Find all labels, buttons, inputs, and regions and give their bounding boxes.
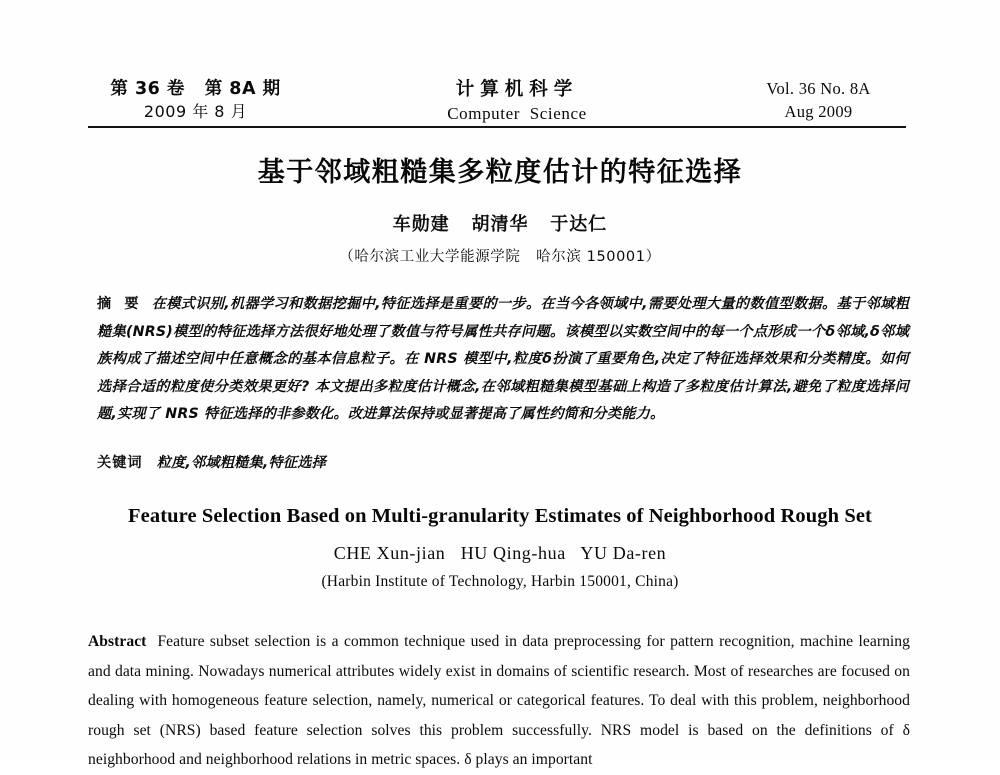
journal-name-cn: 计算机科学 — [455, 79, 579, 100]
journal-masthead — [88, 78, 906, 124]
abstract-body-cn: 在模式识别,机器学习和数据挖掘中,特征选择是重要的一步。在当今各领域中,需要处理大量的数值型数据。基于邻域粗糙集(NRS)模型的特征选择方法很好地处理了数值与符号属性共存问题。该模型以实数空间中的每一个点形成一个δ邻域,δ邻域族构成了描述空间中任意概念的基本信息粒子。在 NRS 模型中,粒度δ扮演了重要角色,决定了特征选择效果和分类精度。如何选择合适的粒度使分类效果更好? 本文提出多粒度估计概念,在邻域粗糙集模型基础上构造了多粒度估计算法,避免了粒度选择问题,实现了 NRS 特征选择的非参数化。改进算法保持或显著提高了属性约简和分类能力。 — [97, 296, 909, 422]
abstract-label-cn: 摘 要 — [97, 296, 143, 312]
abstract-en — [88, 627, 910, 775]
abstract-cn — [97, 291, 909, 429]
masthead-divider-rule — [88, 126, 906, 128]
abstract-body-en: Feature subset selection is a common technique used in data preprocessing for pattern recognition, machine learning and data mining. Nowadays numerical attributes widely exist in domains of scientific research. Most of researches are focused on dealing with homogeneous feature selection, namely, numerical or categorical features. To deal with this problem, neighborhood rough set (NRS) based feature selection solves this problem successfully. NRS model is based on the definitions of δ neighborhood and neighborhood relations in metric spaces. δ plays an important — [88, 633, 910, 768]
keywords-label-cn: 关键词 — [97, 455, 143, 471]
journal-name-en: Computer Science — [447, 103, 587, 123]
masthead-left — [88, 78, 303, 123]
volume-issue-cn: 第 36 卷 第 8A 期 — [110, 79, 281, 99]
abstract-label-en: Abstract — [88, 633, 147, 650]
masthead-right — [731, 78, 906, 122]
paper-authors-cn: 车勋建 胡清华 于达仁 — [392, 214, 608, 235]
paper-affiliation-cn: （哈尔滨工业大学能源学院 哈尔滨 150001） — [339, 249, 661, 265]
paper-affiliation-en: (Harbin Institute of Technology, Harbin 150001, China) — [321, 573, 679, 590]
keywords-cn — [97, 450, 909, 476]
paper-authors-en: CHE Xun-jian HU Qing-hua YU Da-ren — [333, 543, 667, 563]
publication-date-en: Aug 2009 — [784, 102, 853, 122]
publication-date-cn: 2009 年 8 月 — [143, 102, 248, 122]
paper-title-cn: 基于邻域粗糙集多粒度估计的特征选择 — [257, 157, 743, 188]
volume-issue-en: Vol. 36 No. 8A — [766, 79, 871, 98]
paper-title-en: Feature Selection Based on Multi-granularity Estimates of Neighborhood Rough Set — [128, 505, 872, 527]
masthead-center — [303, 78, 731, 124]
keywords-body-cn: 粒度,邻域粗糙集,特征选择 — [156, 455, 327, 471]
